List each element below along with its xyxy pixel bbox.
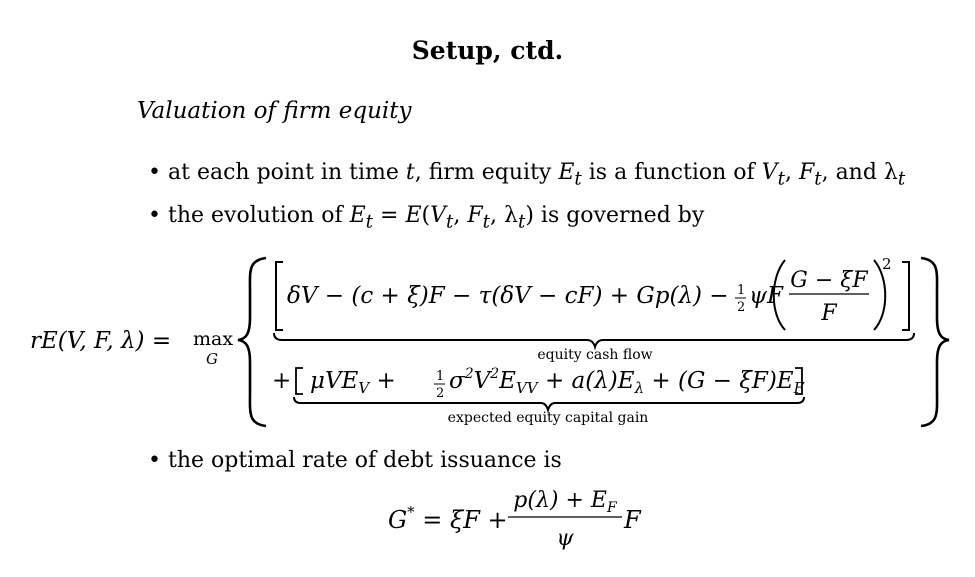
G-star-denominator: ψ: [556, 526, 574, 551]
fraction-numerator: G − ξF: [790, 268, 868, 293]
text: , λ: [490, 203, 518, 228]
sub-t: t: [446, 211, 454, 233]
bullet-dot: •: [148, 448, 161, 473]
section-heading: Valuation of firm equity: [137, 98, 412, 124]
text: =: [373, 203, 406, 228]
left-square-bracket: [276, 262, 283, 330]
right-curly-brace: [921, 258, 949, 426]
math-E: E: [558, 160, 575, 185]
term-sigma-V-E: $\sigma^2V^2E_{VV} + a(\lambda)E_\lambda + (G - \xi F)E_F$: [449, 366, 805, 397]
row2-half-denominator: 2: [436, 386, 445, 401]
text: ,: [784, 160, 799, 185]
row2-left-bracket: [296, 368, 303, 394]
text: the evolution of: [168, 203, 350, 228]
equation-lhs: rE(V, F, λ) =: [30, 328, 172, 354]
text: is a function of: [581, 160, 762, 185]
math-E: E: [349, 203, 366, 228]
math-F: F: [798, 160, 815, 185]
sub-t: t: [777, 168, 785, 190]
slide-title: Setup, ctd.: [411, 36, 564, 65]
math-E: E: [405, 203, 422, 228]
term-mu-V-E: μVE$_V$ +: [310, 368, 396, 397]
label-equity-cash-flow: equity cash flow: [537, 347, 653, 363]
label-expected-capital-gain: expected equity capital gain: [447, 410, 649, 426]
left-curly-brace: [238, 258, 266, 426]
sub-t: t: [897, 168, 906, 190]
right-square-bracket: [902, 262, 909, 330]
text: ,: [453, 203, 468, 228]
text: the optimal rate of debt issuance is: [168, 448, 562, 473]
G-star-tail: F: [624, 506, 641, 534]
sub-t: t: [574, 168, 582, 190]
text: , firm equity: [414, 160, 559, 185]
math-V: V: [761, 160, 778, 185]
sub-t: t: [482, 211, 491, 233]
text: ) is governed by: [525, 203, 705, 228]
half-denominator: 2: [737, 300, 746, 315]
text: , and λ: [821, 160, 898, 185]
plus-sign: +: [272, 368, 292, 394]
sub-t: t: [814, 168, 822, 190]
max-subscript: G: [206, 350, 218, 368]
max-operator: max: [193, 328, 234, 350]
G-star-numerator: $p(\lambda) + E_F$: [513, 488, 617, 516]
text: at each point in time: [168, 160, 406, 185]
cash-flow-terms: δV − (c + ξ)F − τ(δV − cF) + Gp(λ) −: [287, 283, 729, 309]
underbrace-cash-flow: [274, 333, 914, 347]
psi-F: ψF: [749, 283, 783, 309]
math-F: F: [467, 203, 483, 228]
bullet-optimal-issuance: [148, 448, 562, 473]
underbrace-capital-gain: [294, 397, 804, 410]
math-t: t: [405, 160, 415, 185]
text: (: [421, 203, 431, 228]
row2-half-numerator: 1: [436, 369, 445, 384]
half-numerator: 1: [737, 283, 746, 298]
G-star-equation-lhs: G* = ξF +: [388, 503, 508, 534]
bullet-dot: •: [148, 160, 161, 185]
math-V: V: [430, 203, 446, 228]
sub-t: t: [517, 211, 526, 233]
square-exponent: 2: [882, 255, 892, 273]
bullet-dot: •: [148, 203, 161, 228]
sub-t: t: [365, 211, 374, 233]
fraction-denominator: F: [821, 301, 837, 326]
